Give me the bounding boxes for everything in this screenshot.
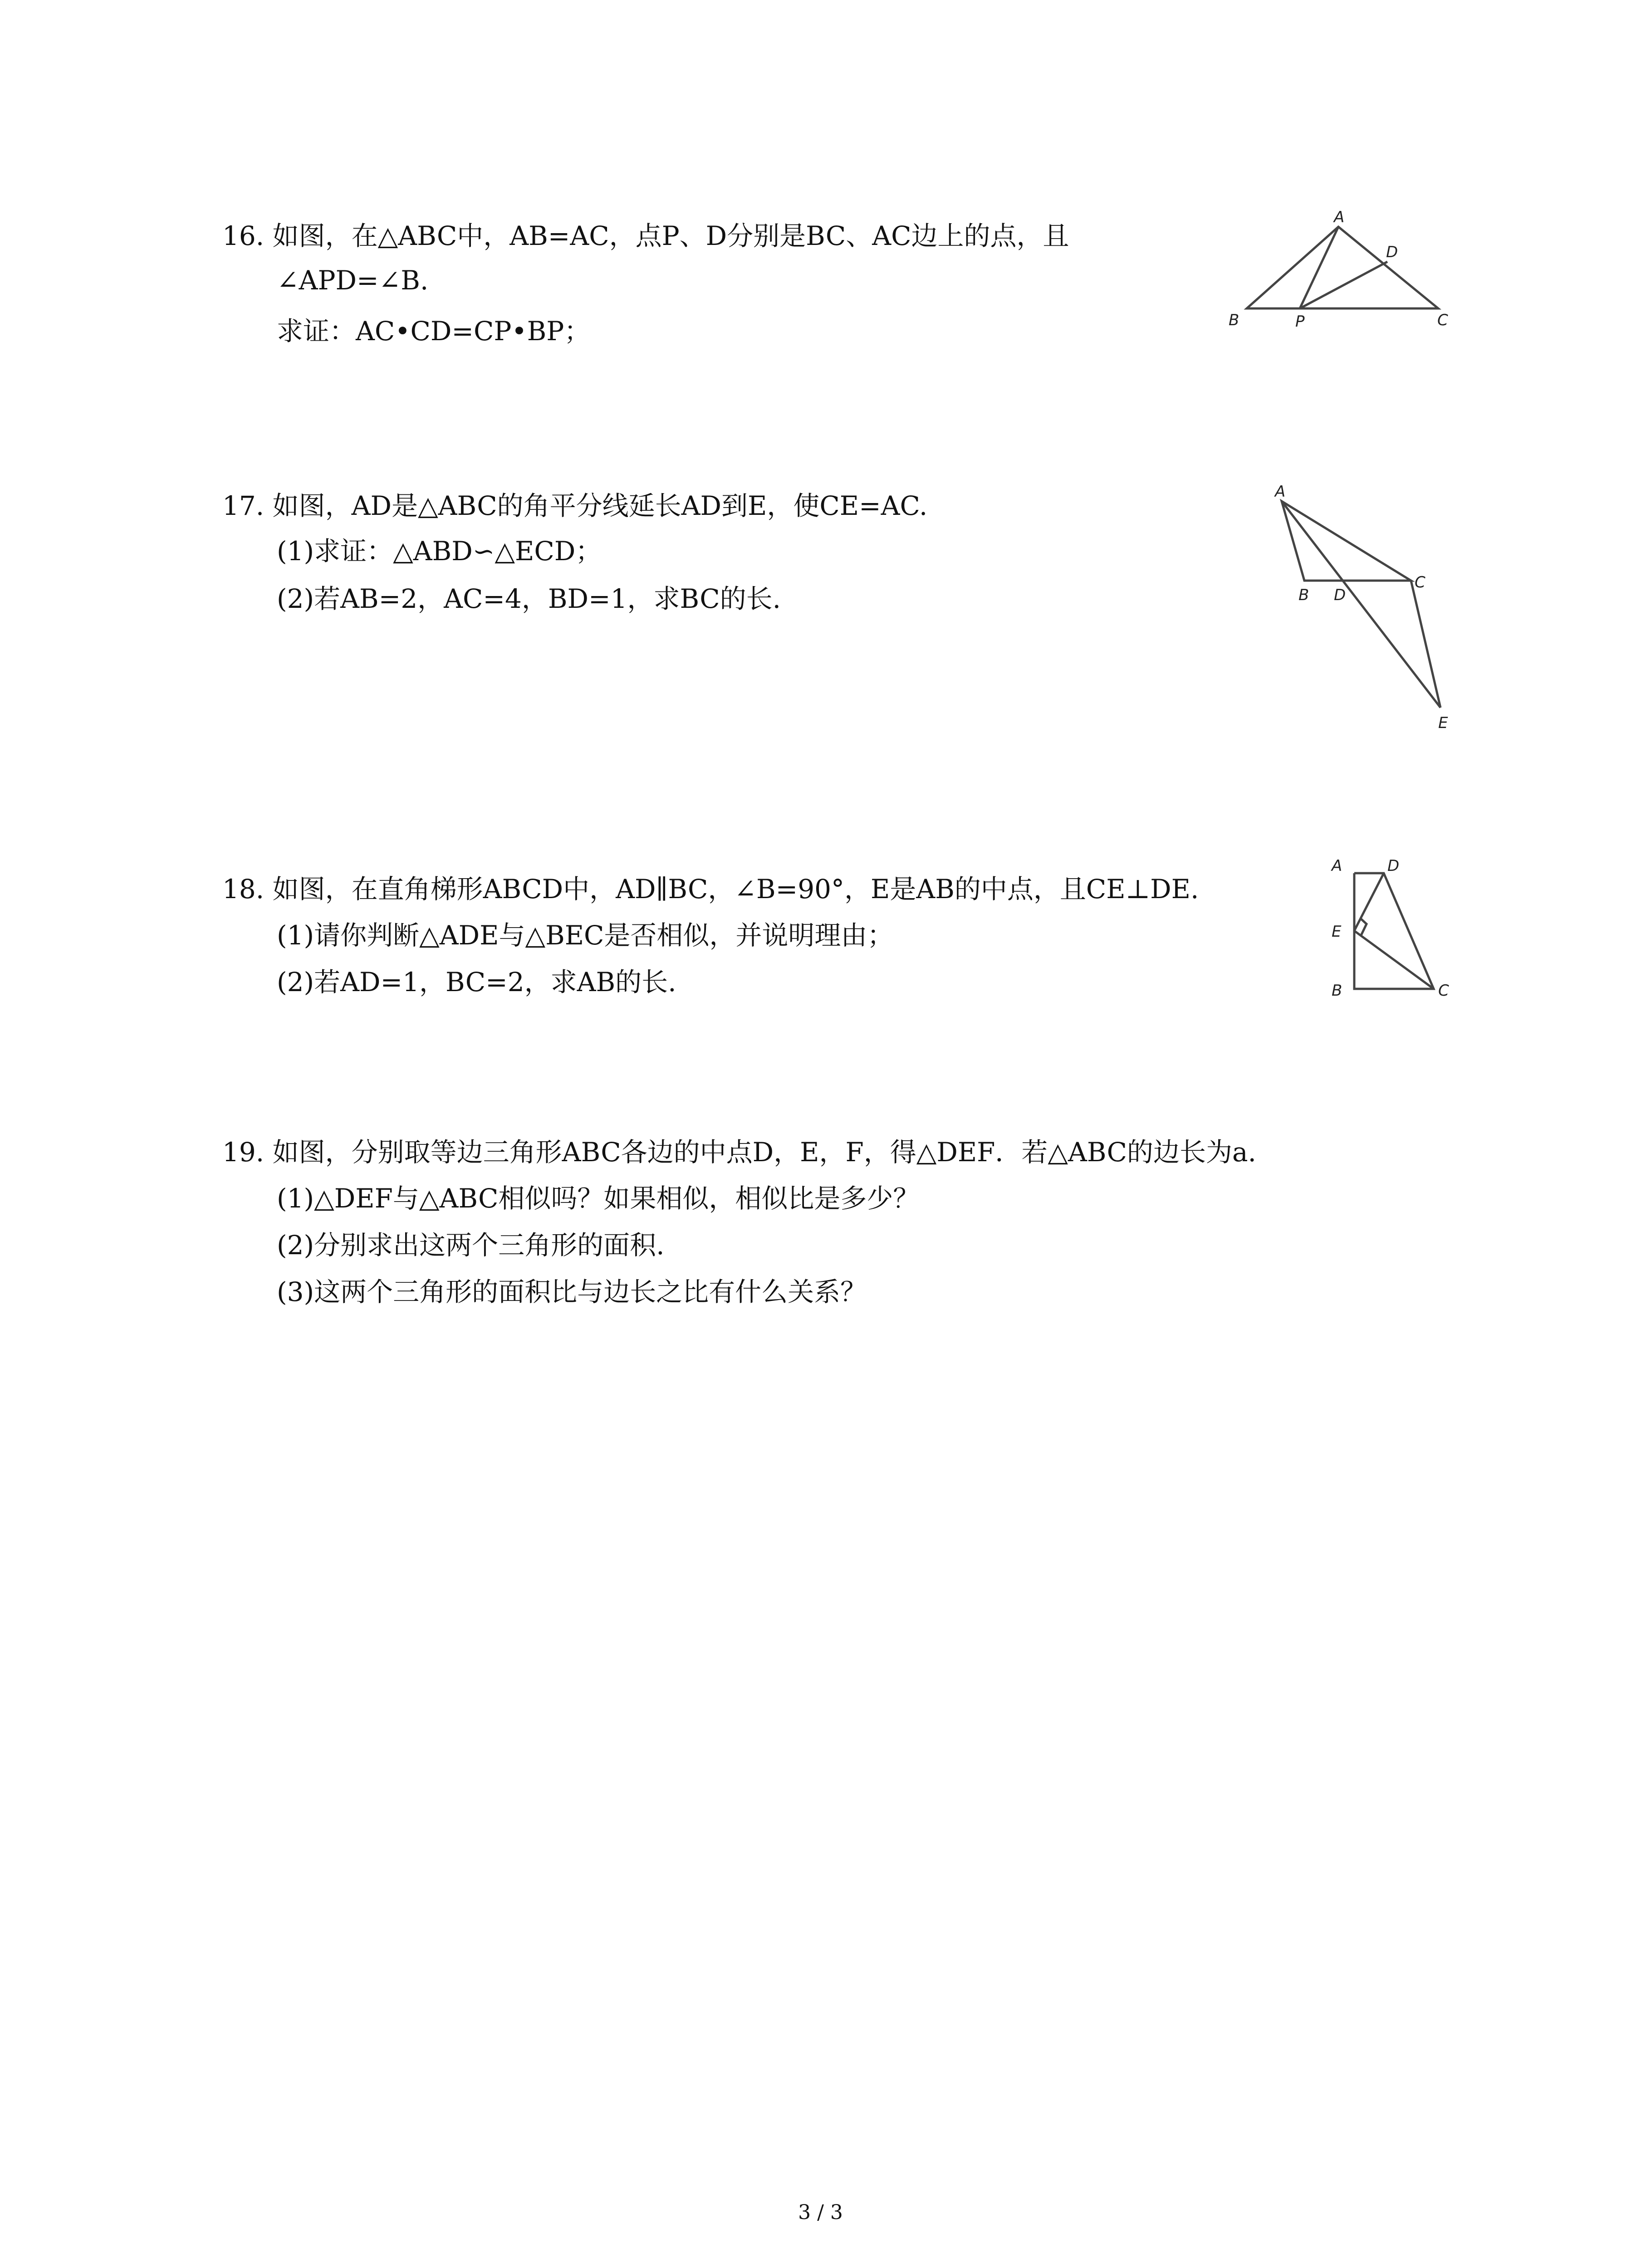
q17-label-a: A bbox=[1275, 483, 1286, 501]
q16-figure bbox=[1225, 206, 1461, 338]
q18-line-1: 18. 如图，在直角梯形ABCD中，AD∥BC，∠B=90°，E是AB的中点，且CE⊥DE. bbox=[222, 874, 1199, 904]
q19-line-4: (3)这两个三角形的面积比与边长之比有什么关系？ bbox=[277, 1276, 867, 1307]
q17-line-2: (1)求证：△ABD∽△ECD； bbox=[277, 536, 602, 567]
q16-label-c: C bbox=[1437, 311, 1448, 329]
q16-line-1: 16. 如图，在△ABC中，AB=AC，点P、D分别是BC、AC边上的点，且 bbox=[222, 220, 1069, 251]
q18-line-3: (2)若AD=1，BC=2，求AB的长. bbox=[277, 967, 676, 997]
q19-line-3: (2)分别求出这两个三角形的面积. bbox=[277, 1230, 665, 1261]
q18-right-angle-mark bbox=[1361, 919, 1367, 935]
q17-label-e: E bbox=[1438, 714, 1448, 732]
q19-line-1: 19. 如图，分别取等边三角形ABC各边的中点D，E，F，得△DEF．若△ABC的边长为a. bbox=[222, 1137, 1256, 1168]
q17-triangle-abc bbox=[1282, 501, 1411, 581]
q18-segment-ed bbox=[1354, 873, 1384, 931]
q17-label-b: B bbox=[1298, 586, 1309, 604]
q16-label-a: A bbox=[1334, 208, 1345, 226]
q16-label-d: D bbox=[1386, 243, 1398, 261]
q19-line-2: (1)△DEF与△ABC相似吗？如果相似，相似比是多少？ bbox=[277, 1183, 920, 1214]
q16-line-2: ∠APD=∠B. bbox=[277, 265, 429, 296]
q17-label-c: C bbox=[1415, 573, 1425, 591]
q17-figure bbox=[1261, 479, 1461, 733]
q17-label-d: D bbox=[1334, 586, 1346, 604]
q16-triangle-abc bbox=[1247, 227, 1438, 308]
q18-label-e: E bbox=[1332, 923, 1342, 941]
q16-segment-pd bbox=[1300, 262, 1387, 308]
q18-trapezoid-abcd bbox=[1354, 873, 1434, 989]
q16-label-p: P bbox=[1295, 313, 1305, 331]
q18-figure bbox=[1325, 853, 1461, 1007]
q16-segment-ap bbox=[1300, 227, 1338, 308]
q18-label-d: D bbox=[1387, 857, 1400, 875]
q17-line-1: 17. 如图，AD是△ABC的角平分线延长AD到E，使CE=AC. bbox=[222, 490, 928, 521]
q18-line-2: (1)请你判断△ADE与△BEC是否相似，并说明理由； bbox=[277, 920, 894, 951]
q18-label-b: B bbox=[1332, 982, 1342, 1000]
q16-line-3: 求证：AC•CD=CP•BP； bbox=[277, 316, 591, 347]
q18-label-a: A bbox=[1332, 857, 1342, 875]
q16-label-b: B bbox=[1229, 311, 1239, 329]
q18-label-c: C bbox=[1438, 982, 1449, 1000]
page-number: 3 / 3 bbox=[798, 2201, 843, 2224]
q17-line-3: (2)若AB=2，AC=4，BD=1，求BC的长. bbox=[277, 583, 781, 614]
